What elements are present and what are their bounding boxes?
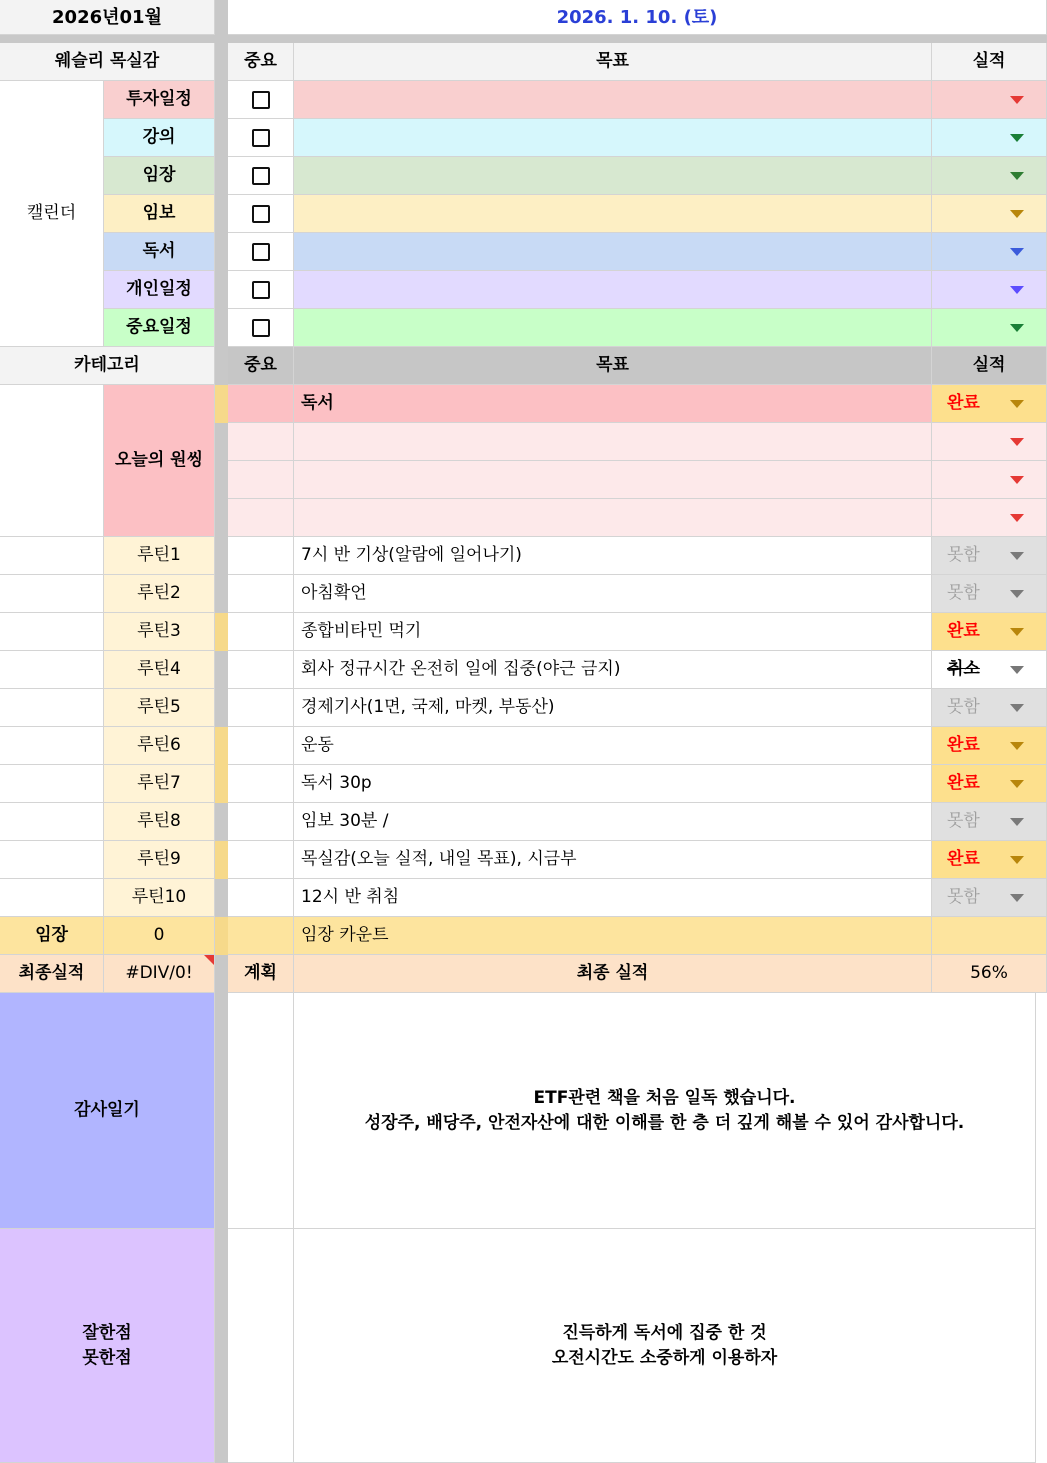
dropdown-arrow-icon[interactable] bbox=[1010, 96, 1024, 104]
calendar-result-dropdown[interactable] bbox=[932, 157, 1047, 195]
calendar-row-label: 임장 bbox=[104, 157, 215, 195]
dropdown-arrow-icon[interactable] bbox=[1010, 400, 1024, 408]
one-thing-label: 오늘의 원씽 bbox=[104, 385, 215, 537]
calendar-result-dropdown[interactable] bbox=[932, 233, 1047, 271]
checkbox[interactable] bbox=[252, 167, 270, 185]
important-checkbox-cell[interactable] bbox=[228, 195, 294, 233]
routine-important[interactable] bbox=[228, 651, 294, 689]
review-important[interactable] bbox=[228, 1229, 294, 1463]
row-highlight-mark bbox=[215, 841, 228, 879]
dropdown-arrow-icon[interactable] bbox=[1010, 286, 1024, 294]
col-goal-header-2: 목표 bbox=[294, 347, 932, 385]
dropdown-arrow-icon[interactable] bbox=[1010, 210, 1024, 218]
status-value: 완료 bbox=[947, 735, 980, 755]
calendar-group-label: 캘린더 bbox=[0, 81, 104, 347]
col-important-header-2: 중요 bbox=[228, 347, 294, 385]
checkbox[interactable] bbox=[252, 205, 270, 223]
frozen-row-divider bbox=[0, 35, 1047, 43]
status-value: 완료 bbox=[947, 849, 980, 869]
row-highlight-mark bbox=[215, 385, 228, 423]
calendar-row-label: 중요일정 bbox=[104, 309, 215, 347]
routine-result-dropdown[interactable] bbox=[932, 803, 1047, 841]
routine-goal[interactable]: 운동 bbox=[294, 727, 932, 765]
status-value: 완료 bbox=[947, 393, 980, 413]
routine-goal[interactable]: 임보 30분 / bbox=[294, 803, 932, 841]
col-important-header: 중요 bbox=[228, 43, 294, 81]
imjang-result[interactable] bbox=[932, 917, 1047, 955]
calendar-row-label: 임보 bbox=[104, 195, 215, 233]
row-highlight-mark bbox=[215, 765, 228, 803]
routine-goal[interactable]: 7시 반 기상(알람에 일어나기) bbox=[294, 537, 932, 575]
one-thing-result-dropdown[interactable] bbox=[932, 461, 1047, 499]
gratitude-line-2: 성장주, 배당주, 안전자산에 대한 이해를 한 층 더 깊게 해볼 수 있어 감사합니다. bbox=[364, 1112, 965, 1133]
important-checkbox-cell[interactable] bbox=[228, 271, 294, 309]
dropdown-arrow-icon[interactable] bbox=[1010, 552, 1024, 560]
dropdown-arrow-icon[interactable] bbox=[1010, 894, 1024, 902]
routine-goal[interactable]: 목실감(오늘 실적, 내일 목표), 시금부 bbox=[294, 841, 932, 879]
imjang-goal[interactable]: 임장 카운트 bbox=[294, 917, 932, 955]
calendar-row-label: 투자일정 bbox=[104, 81, 215, 119]
routine-result-dropdown[interactable] bbox=[932, 575, 1047, 613]
calendar-goal-cell[interactable] bbox=[294, 271, 932, 309]
routine-label: 루틴10 bbox=[104, 879, 215, 917]
checkbox[interactable] bbox=[252, 129, 270, 147]
status-value: 못함 bbox=[947, 811, 980, 831]
section-label-category: 카테고리 bbox=[0, 347, 215, 385]
important-checkbox-cell[interactable] bbox=[228, 157, 294, 195]
routine-blank bbox=[0, 689, 104, 727]
imjang-important[interactable] bbox=[228, 917, 294, 955]
routine-label: 루틴5 bbox=[104, 689, 215, 727]
one-thing-result-dropdown[interactable] bbox=[932, 499, 1047, 537]
routine-result-dropdown[interactable] bbox=[932, 537, 1047, 575]
gratitude-line-1: ETF관련 책을 처음 일독 했습니다. bbox=[533, 1087, 796, 1108]
one-thing-blank bbox=[0, 385, 104, 537]
calendar-row-label: 독서 bbox=[104, 233, 215, 271]
one-thing-result-dropdown[interactable] bbox=[932, 385, 1047, 423]
status-value: 완료 bbox=[947, 773, 980, 793]
calendar-goal-cell[interactable] bbox=[294, 81, 932, 119]
final-label: 최종실적 bbox=[0, 955, 104, 993]
routine-result-dropdown[interactable] bbox=[932, 689, 1047, 727]
routine-result-dropdown[interactable] bbox=[932, 841, 1047, 879]
routine-blank bbox=[0, 651, 104, 689]
calendar-result-dropdown[interactable] bbox=[932, 309, 1047, 347]
col-goal-header: 목표 bbox=[294, 43, 932, 81]
dropdown-arrow-icon[interactable] bbox=[1010, 476, 1024, 484]
routine-label: 루틴2 bbox=[104, 575, 215, 613]
month-title: 2026년01월 bbox=[0, 0, 215, 35]
dropdown-arrow-icon[interactable] bbox=[1010, 666, 1024, 674]
routine-label: 루틴8 bbox=[104, 803, 215, 841]
review-label bbox=[0, 1229, 215, 1463]
status-value: 못함 bbox=[947, 545, 980, 565]
routine-blank bbox=[0, 841, 104, 879]
status-value: 못함 bbox=[947, 887, 980, 907]
one-thing-goal[interactable] bbox=[294, 423, 932, 461]
col-result-header-2: 실적 bbox=[932, 347, 1047, 385]
one-thing-important[interactable] bbox=[228, 423, 294, 461]
routine-blank bbox=[0, 765, 104, 803]
row-highlight-mark bbox=[215, 613, 228, 651]
dropdown-arrow-icon[interactable] bbox=[1010, 590, 1024, 598]
routine-blank bbox=[0, 879, 104, 917]
review-content[interactable] bbox=[294, 1229, 1036, 1463]
row-highlight-mark bbox=[215, 917, 228, 955]
status-value: 못함 bbox=[947, 697, 980, 717]
checkbox[interactable] bbox=[252, 319, 270, 337]
dropdown-arrow-icon[interactable] bbox=[1010, 704, 1024, 712]
routine-important[interactable] bbox=[228, 879, 294, 917]
one-thing-goal[interactable] bbox=[294, 461, 932, 499]
one-thing-goal[interactable]: 독서 bbox=[294, 385, 932, 423]
dropdown-arrow-icon[interactable] bbox=[1010, 742, 1024, 750]
routine-goal[interactable]: 회사 정규시간 온전히 일에 집중(야근 금지) bbox=[294, 651, 932, 689]
error-indicator-icon bbox=[204, 955, 214, 965]
routine-goal[interactable]: 경제기사(1면, 국제, 마켓, 부동산) bbox=[294, 689, 932, 727]
routine-goal[interactable]: 종합비타민 먹기 bbox=[294, 613, 932, 651]
gratitude-important[interactable] bbox=[228, 993, 294, 1229]
calendar-goal-cell[interactable] bbox=[294, 233, 932, 271]
routine-important[interactable] bbox=[228, 537, 294, 575]
calendar-result-dropdown[interactable] bbox=[932, 81, 1047, 119]
calendar-goal-cell[interactable] bbox=[294, 309, 932, 347]
gratitude-content[interactable] bbox=[294, 993, 1036, 1229]
routine-label: 루틴6 bbox=[104, 727, 215, 765]
dropdown-arrow-icon[interactable] bbox=[1010, 438, 1024, 446]
routine-blank bbox=[0, 575, 104, 613]
section-label-wesley: 웨슬리 목실감 bbox=[0, 43, 215, 81]
important-checkbox-cell[interactable] bbox=[228, 233, 294, 271]
routine-blank bbox=[0, 803, 104, 841]
important-checkbox-cell[interactable] bbox=[228, 119, 294, 157]
important-checkbox-cell[interactable] bbox=[228, 81, 294, 119]
checkbox[interactable] bbox=[252, 91, 270, 109]
one-thing-goal[interactable] bbox=[294, 499, 932, 537]
dropdown-arrow-icon[interactable] bbox=[1010, 324, 1024, 332]
routine-result-dropdown[interactable] bbox=[932, 727, 1047, 765]
calendar-result-dropdown[interactable] bbox=[932, 195, 1047, 233]
one-thing-important[interactable] bbox=[228, 385, 294, 423]
calendar-goal-cell[interactable] bbox=[294, 195, 932, 233]
routine-important[interactable] bbox=[228, 575, 294, 613]
calendar-result-dropdown[interactable] bbox=[932, 119, 1047, 157]
dropdown-arrow-icon[interactable] bbox=[1010, 134, 1024, 142]
routine-label: 루틴9 bbox=[104, 841, 215, 879]
one-thing-important[interactable] bbox=[228, 499, 294, 537]
routine-label: 루틴3 bbox=[104, 613, 215, 651]
status-value: 못함 bbox=[947, 583, 980, 603]
review-line-2: 오전시간도 소중하게 이용하자 bbox=[551, 1347, 778, 1368]
dropdown-arrow-icon[interactable] bbox=[1010, 856, 1024, 864]
routine-result-dropdown[interactable] bbox=[932, 879, 1047, 917]
col-result-header: 실적 bbox=[932, 43, 1047, 81]
important-checkbox-cell[interactable] bbox=[228, 309, 294, 347]
final-value[interactable] bbox=[104, 955, 215, 993]
imjang-value[interactable]: 0 bbox=[104, 917, 215, 955]
routine-important[interactable] bbox=[228, 841, 294, 879]
imjang-label: 임장 bbox=[0, 917, 104, 955]
dropdown-arrow-icon[interactable] bbox=[1010, 248, 1024, 256]
one-thing-result-dropdown[interactable] bbox=[932, 423, 1047, 461]
final-percent[interactable]: 56% bbox=[932, 955, 1047, 993]
dropdown-arrow-icon[interactable] bbox=[1010, 172, 1024, 180]
final-result-label: 최종 실적 bbox=[294, 955, 932, 993]
routine-label: 루틴7 bbox=[104, 765, 215, 803]
dropdown-arrow-icon[interactable] bbox=[1010, 514, 1024, 522]
checkbox[interactable] bbox=[252, 243, 270, 261]
routine-result-dropdown[interactable] bbox=[932, 613, 1047, 651]
routine-goal[interactable]: 12시 반 취침 bbox=[294, 879, 932, 917]
dropdown-arrow-icon[interactable] bbox=[1010, 628, 1024, 636]
routine-blank bbox=[0, 613, 104, 651]
routine-label: 루틴1 bbox=[104, 537, 215, 575]
routine-important[interactable] bbox=[228, 803, 294, 841]
routine-result-dropdown[interactable] bbox=[932, 765, 1047, 803]
calendar-goal-cell[interactable] bbox=[294, 119, 932, 157]
routine-important[interactable] bbox=[228, 613, 294, 651]
status-value: 완료 bbox=[947, 621, 980, 641]
dropdown-arrow-icon[interactable] bbox=[1010, 780, 1024, 788]
status-value: 취소 bbox=[947, 659, 980, 679]
routine-label: 루틴4 bbox=[104, 651, 215, 689]
calendar-goal-cell[interactable] bbox=[294, 157, 932, 195]
calendar-row-label: 개인일정 bbox=[104, 271, 215, 309]
dropdown-arrow-icon[interactable] bbox=[1010, 818, 1024, 826]
routine-important[interactable] bbox=[228, 727, 294, 765]
calendar-result-dropdown[interactable] bbox=[932, 271, 1047, 309]
routine-blank bbox=[0, 727, 104, 765]
gratitude-label: 감사일기 bbox=[0, 993, 215, 1229]
one-thing-important[interactable] bbox=[228, 461, 294, 499]
routine-result-dropdown[interactable] bbox=[932, 651, 1047, 689]
routine-important[interactable] bbox=[228, 765, 294, 803]
calendar-row-label: 강의 bbox=[104, 119, 215, 157]
review-label-line-2: 못한점 bbox=[82, 1347, 132, 1368]
checkbox[interactable] bbox=[252, 281, 270, 299]
routine-important[interactable] bbox=[228, 689, 294, 727]
routine-blank bbox=[0, 537, 104, 575]
review-label-line-1: 잘한점 bbox=[82, 1322, 132, 1343]
final-value-text: #DIV/0! bbox=[125, 963, 193, 983]
routine-goal[interactable]: 독서 30p bbox=[294, 765, 932, 803]
plan-label: 계획 bbox=[228, 955, 294, 993]
row-highlight-mark bbox=[215, 727, 228, 765]
routine-goal[interactable]: 아침확언 bbox=[294, 575, 932, 613]
date-title: 2026. 1. 10. (토) bbox=[228, 0, 1047, 35]
review-line-1: 진득하게 독서에 집중 한 것 bbox=[562, 1322, 767, 1343]
